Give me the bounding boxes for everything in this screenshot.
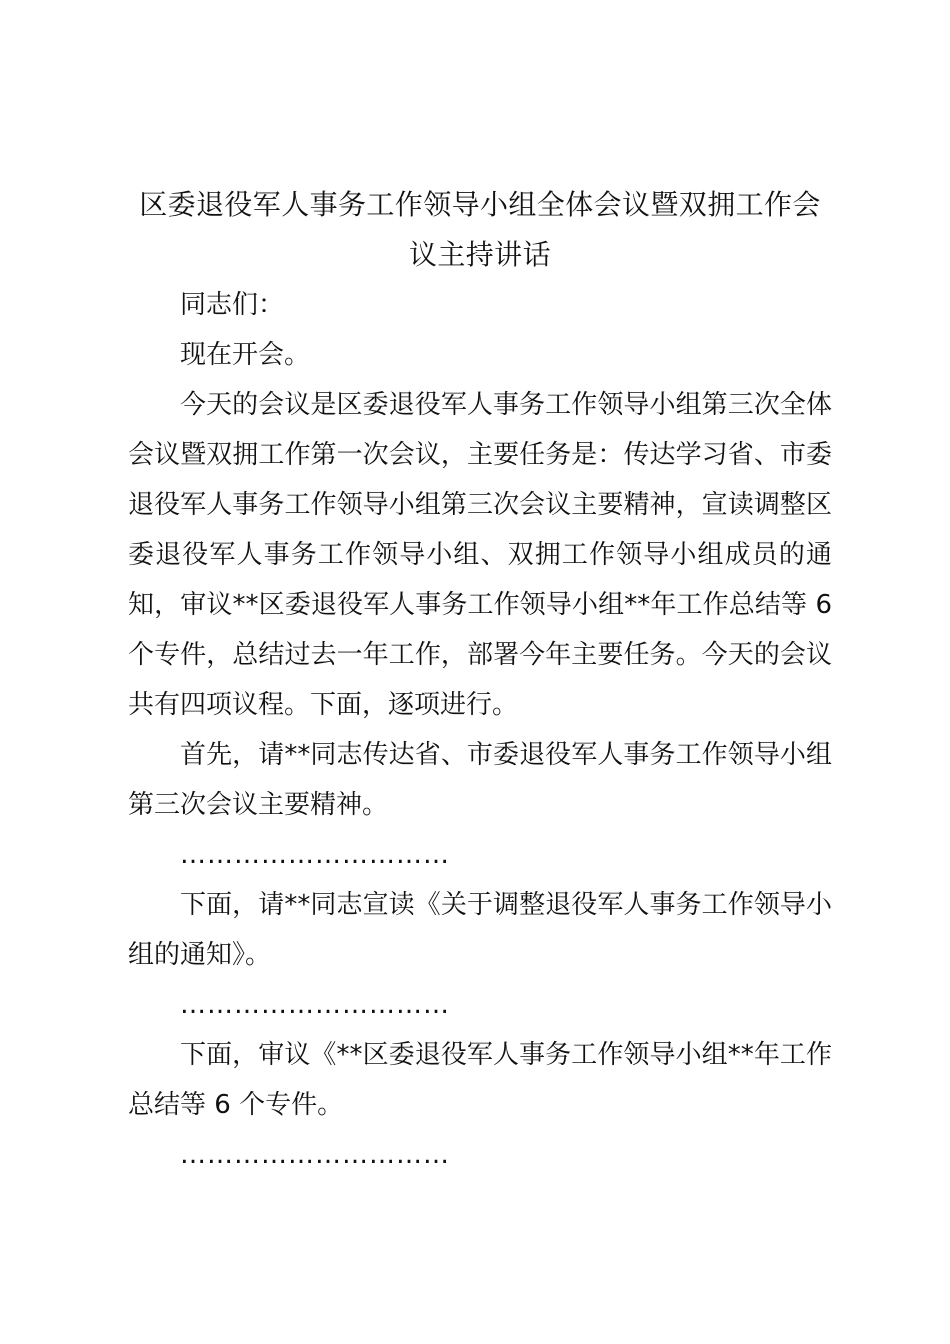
salutation: 同志们： xyxy=(180,290,285,320)
ellipsis-separator: ………………………… xyxy=(180,1140,450,1170)
agenda-item-1: 首先，请**同志传达省、市委退役军人事务工作领导小组第三次会议主要精神。 xyxy=(128,740,832,820)
meeting-overview-paragraph: 今天的会议是区委退役军人事务工作领导小组第三次全体会议暨双拥工作第一次会议，主要任务是：传达学习省、市委退役军人事务工作领导小组第三次会议主要精神，宣读调整区委退役军人事务工作领导小组、双拥工作领导小组成员的通知，审议**区委退役军人事务工作领导小组**年工作总结等 6 个专件，总结过去一年工作，部署今年主要任务。今天的会议共有四项议程。下面，逐项进行。 xyxy=(128,390,832,720)
document-title xyxy=(128,180,832,280)
opening-statement: 现在开会。 xyxy=(180,340,311,370)
document-body xyxy=(128,280,832,1180)
ellipsis-separator: ………………………… xyxy=(180,990,450,1020)
title-line-1: 区委退役军人事务工作领导小组全体会议暨双拥工作会 xyxy=(139,188,821,221)
agenda-item-3: 下面，审议《**区委退役军人事务工作领导小组**年工作总结等 6 个专件。 xyxy=(128,1040,832,1120)
title-line-2: 议主持讲话 xyxy=(408,238,551,271)
ellipsis-separator: ………………………… xyxy=(180,840,450,870)
document-page xyxy=(128,180,832,1180)
agenda-item-2: 下面，请**同志宣读《关于调整退役军人事务工作领导小组的通知》。 xyxy=(128,890,832,970)
